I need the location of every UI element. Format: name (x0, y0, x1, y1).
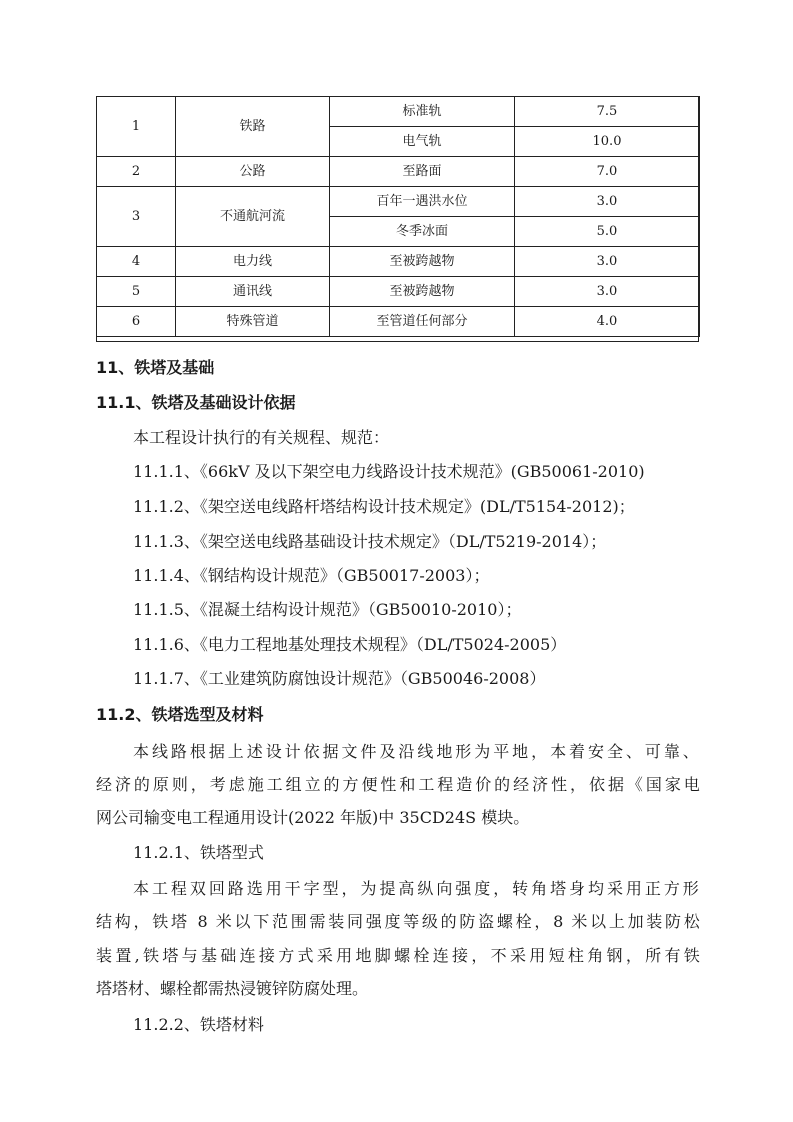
standard-item: 11.1.2、《架空送电线路杆塔结构设计技术规定》(DL/T5154-2012)； (133, 497, 635, 516)
paragraph-line: 本线路根据上述设计依据文件及沿线地形为平地，本着安全、可靠、 (133, 742, 699, 761)
subsection-heading-11-2-2: 11.2.2、铁塔材料 (133, 1015, 264, 1034)
distance-value: 10.0 (515, 127, 700, 157)
distance-value: 5.0 (515, 217, 700, 247)
table-row (97, 307, 700, 337)
crossing-distance-table (96, 96, 700, 337)
paragraph-line: 本工程双回路选用干字型，为提高纵向强度，转角塔身均采用正方形 (133, 879, 699, 898)
paragraph-line: 结构，铁塔 8 米以下范围需装同强度等级的防盗螺栓，8 米以上加装防松 (96, 912, 700, 931)
crossing-condition: 电气轨 (330, 127, 515, 157)
table-row (97, 157, 700, 187)
table-row (97, 97, 700, 127)
distance-value: 7.5 (515, 97, 700, 127)
section-heading-11-1: 11.1、铁塔及基础设计依据 (96, 393, 296, 412)
standard-item: 11.1.7、《工业建筑防腐蚀设计规范》（GB50046-2008） (133, 669, 546, 688)
crossing-object: 铁路 (176, 97, 330, 157)
row-number: 3 (97, 187, 176, 247)
crossing-object: 不通航河流 (176, 187, 330, 247)
standard-item: 11.1.4、《钢结构设计规范》（GB50017-2003）； (133, 566, 490, 585)
distance-value: 7.0 (515, 157, 700, 187)
standard-item: 11.1.1、《66kV 及以下架空电力线路设计技术规范》(GB50061-2010) (133, 462, 645, 481)
paragraph-line: 网公司输变电工程通用设计(2022 年版)中 35CD24S 模块。 (96, 808, 530, 827)
table-row (97, 277, 700, 307)
crossing-condition: 百年一遇洪水位 (330, 187, 515, 217)
paragraph-line: 经济的原则，考虑施工组立的方便性和工程造价的经济性，依据《国家电 (96, 775, 700, 794)
table-row (97, 187, 700, 217)
crossing-object: 特殊管道 (176, 307, 330, 337)
subsection-heading-11-2-1: 11.2.1、铁塔型式 (133, 843, 264, 862)
paragraph-line: 塔塔材、螺栓都需热浸镀锌防腐处理。 (96, 979, 369, 998)
row-number: 4 (97, 247, 176, 277)
standard-item: 11.1.5、《混凝土结构设计规范》（GB50010-2010）； (133, 600, 522, 619)
crossing-condition: 标准轨 (330, 97, 515, 127)
paragraph-line: 装置,铁塔与基础连接方式采用地脚螺栓连接，不采用短柱角钢，所有铁 (96, 946, 700, 965)
row-number: 1 (97, 97, 176, 157)
crossing-condition: 至被跨越物 (330, 247, 515, 277)
section-heading-11: 11、铁塔及基础 (96, 358, 215, 377)
distance-value: 3.0 (515, 277, 700, 307)
distance-value: 3.0 (515, 247, 700, 277)
row-number: 2 (97, 157, 176, 187)
row-number: 5 (97, 277, 176, 307)
crossing-object: 通讯线 (176, 277, 330, 307)
distance-value: 4.0 (515, 307, 700, 337)
crossing-object: 公路 (176, 157, 330, 187)
distance-value: 3.0 (515, 187, 700, 217)
crossing-condition: 冬季冰面 (330, 217, 515, 247)
table-row (97, 247, 700, 277)
crossing-condition: 至路面 (330, 157, 515, 187)
crossing-condition: 至管道任何部分 (330, 307, 515, 337)
crossing-condition: 至被跨越物 (330, 277, 515, 307)
section-heading-11-2: 11.2、铁塔选型及材料 (96, 705, 264, 724)
standard-item: 11.1.6、《电力工程地基处理技术规程》（DL/T5024-2005） (133, 635, 567, 654)
row-number: 6 (97, 307, 176, 337)
intro-text: 本工程设计执行的有关规程、规范： (133, 428, 390, 447)
standard-item: 11.1.3、《架空送电线路基础设计技术规定》（DL/T5219-2014）； (133, 532, 607, 551)
crossing-object: 电力线 (176, 247, 330, 277)
